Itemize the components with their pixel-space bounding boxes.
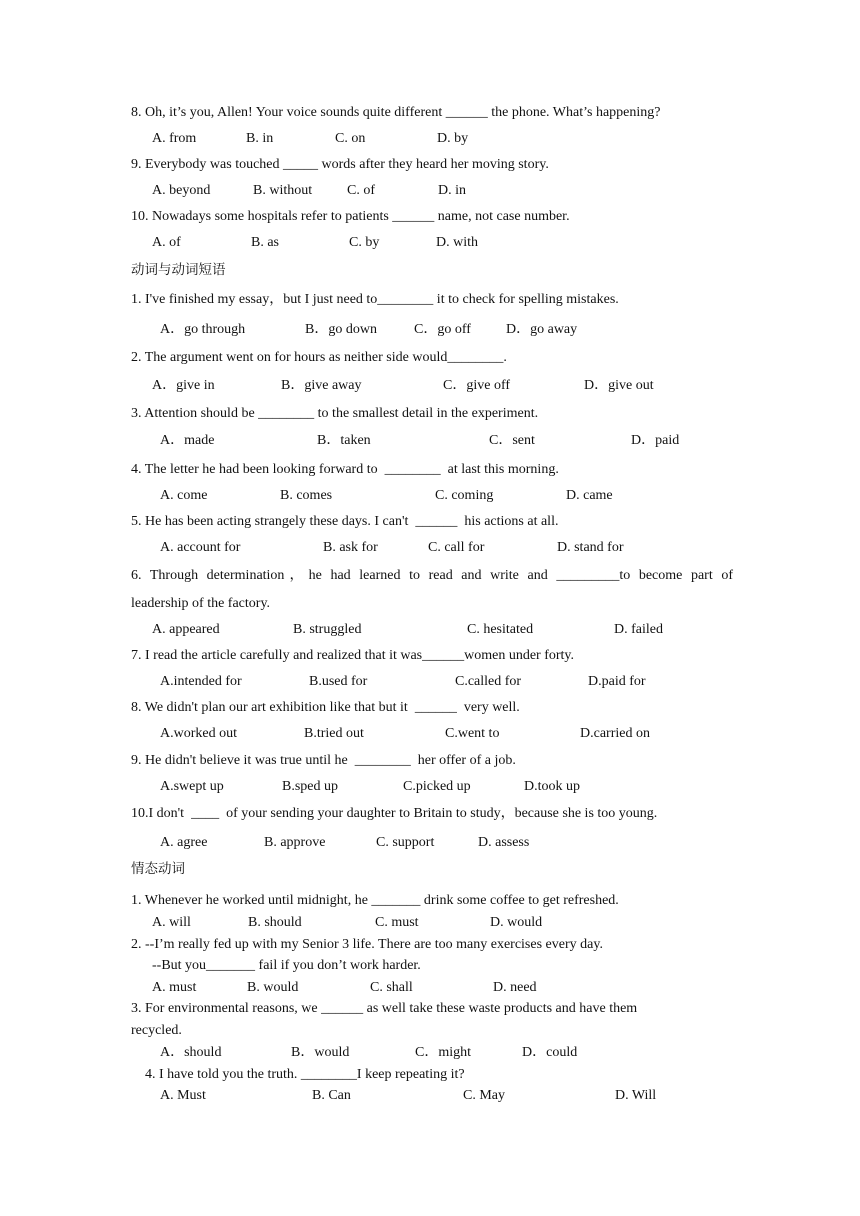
option-c: C. must [375,915,419,930]
option-c: C. hesitated [467,622,534,637]
option-a: A．should [160,1045,222,1060]
option-c: C．sent [489,433,535,448]
option-b: B.used for [309,674,368,689]
option-c: C．might [415,1045,472,1060]
option-b: B. ask for [323,540,378,555]
option-a: A.worked out [160,726,237,741]
option-c: C. call for [428,540,485,555]
question-stem: 2. --I’m really fed up with my Senior 3 life. There are too many exercises every day. [131,937,603,952]
option-a: A.intended for [160,674,242,689]
option-b: B. in [246,131,274,146]
question-stem-continued: leadership of the factory. [131,596,271,611]
option-a: A. from [152,131,197,146]
option-c: C.picked up [403,779,471,794]
option-c: C. support [376,835,435,850]
option-a: A. appeared [152,622,220,637]
option-b: B．would [291,1045,350,1060]
option-d: D. need [493,980,537,995]
option-a: A. beyond [152,183,211,198]
question-stem: 8. Oh, it’s you, Allen! Your voice sounds quite different ______ the phone. What’s happening? [131,105,661,120]
option-d: D．paid [631,433,680,448]
question-stem: 10.I don't ____ of your sending your daughter to Britain to study，because she is too young. [131,806,658,821]
option-d: D. in [438,183,466,198]
option-a: A. must [152,980,197,995]
option-b: B.tried out [304,726,364,741]
option-b: B. should [248,915,302,930]
option-b: B．taken [317,433,371,448]
question-stem: 1. Whenever he worked until midnight, he _______ drink some coffee to get refreshed. [131,893,619,908]
option-d: D. assess [478,835,530,850]
option-b: B．go down [305,322,377,337]
option-a: A.swept up [160,779,224,794]
question-stem: 1. I've finished my essay，but I just need to________ it to check for spelling mistakes. [131,292,619,307]
question-stem: 3. Attention should be ________ to the smallest detail in the experiment. [131,406,539,421]
option-a: A. agree [160,835,208,850]
question-stem: 10. Nowadays some hospitals refer to patients ______ name, not case number. [131,209,570,224]
option-b: B. approve [264,835,326,850]
question-stem-continued: --But you_______ fail if you don’t work harder. [152,958,421,973]
section-heading-modals: 情态动词 [131,861,185,877]
option-c: C. May [463,1088,505,1103]
option-c: C. on [335,131,366,146]
option-c: C. coming [435,488,494,503]
question-stem: 9. He didn't believe it was true until he ________ her offer of a job. [131,753,516,768]
option-a: A．go through [160,322,246,337]
option-b: B. Can [312,1088,351,1103]
section-heading-verbs: 动词与动词短语 [131,262,226,278]
question-stem: 9. Everybody was touched _____ words after they heard her moving story. [131,157,549,172]
option-d: D. failed [614,622,663,637]
option-c: C. shall [370,980,413,995]
question-stem: 7. I read the article carefully and realized that it was______women under forty. [131,648,575,663]
question-stem: 4. I have told you the truth. ________I keep repeating it? [145,1067,465,1082]
question-stem-continued: recycled. [131,1023,182,1038]
option-a: A．give in [152,378,215,393]
question-stem: 2. The argument went on for hours as neither side would________. [131,350,507,365]
option-a: A. come [160,488,208,503]
option-d: D.carried on [580,726,650,741]
option-d: D. came [566,488,613,503]
option-a: A. will [152,915,191,930]
question-stem: 4. The letter he had been looking forward to ________ at last this morning. [131,462,559,477]
option-d: D．give out [584,378,654,393]
option-b: B. without [253,183,313,198]
option-a: A. Must [160,1088,206,1103]
option-d: D. would [490,915,543,930]
option-d: D. with [436,235,478,250]
option-b: B. struggled [293,622,362,637]
option-c: C．go off [414,322,471,337]
option-d: D．go away [506,322,578,337]
option-b: B. comes [280,488,333,503]
option-b: B. as [251,235,279,250]
question-stem: 5. He has been acting strangely these days. I can't ______ his actions at all. [131,514,559,529]
option-c: C．give off [443,378,511,393]
option-a: A. account for [160,540,241,555]
option-d: D. stand for [557,540,624,555]
option-a: A．made [160,433,215,448]
option-c: C.went to [445,726,500,741]
option-c: C. of [347,183,375,198]
option-a: A. of [152,235,181,250]
question-stem: 8. We didn't plan our art exhibition like that but it ______ very well. [131,700,520,715]
option-d: D.paid for [588,674,646,689]
option-b: B．give away [281,378,362,393]
question-stem: 6. Through determination，he had learned to read and write and _________to become part of [131,568,733,583]
option-d: D．could [522,1045,578,1060]
option-d: D. Will [615,1088,657,1103]
question-stem: 3. For environmental reasons, we ______ as well take these waste products and have them [131,1001,638,1016]
option-b: B.sped up [282,779,338,794]
option-d: D.took up [524,779,580,794]
option-b: B. would [247,980,299,995]
option-c: C.called for [455,674,522,689]
option-c: C. by [349,235,380,250]
option-d: D. by [437,131,469,146]
